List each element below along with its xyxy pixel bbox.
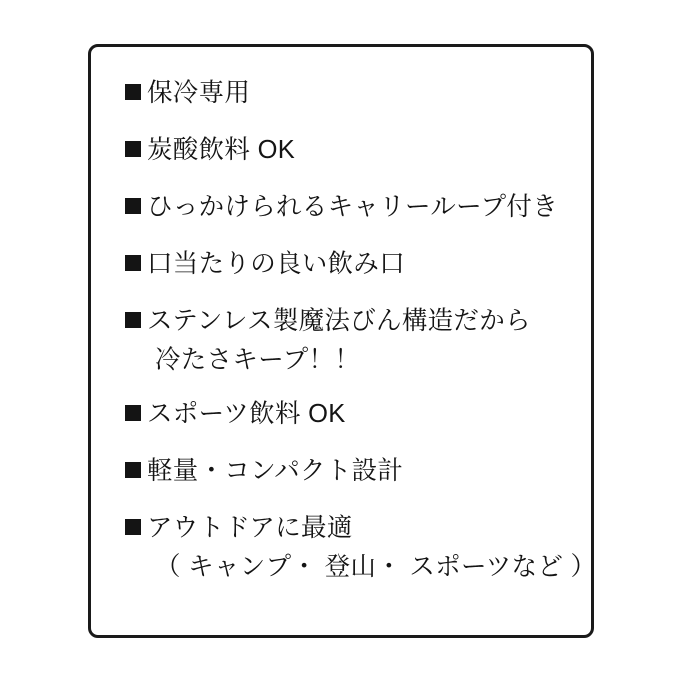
feature-text: ステンレス製魔法びん構造だから xyxy=(147,306,531,335)
list-item xyxy=(125,398,573,432)
feature-text: 炭酸飲料 OK xyxy=(147,135,296,164)
list-item xyxy=(125,455,573,489)
filled-square-bullet-icon xyxy=(125,462,141,478)
filled-square-bullet-icon xyxy=(125,255,141,271)
feature-text: アウトドアに最適 xyxy=(147,513,353,542)
list-item xyxy=(125,248,573,282)
feature-text: 保冷専用 xyxy=(147,79,251,107)
filled-square-bullet-icon xyxy=(125,405,141,421)
feature-list xyxy=(125,77,597,582)
list-item xyxy=(125,77,573,111)
filled-square-bullet-icon xyxy=(125,312,141,328)
list-item xyxy=(125,512,597,583)
feature-card xyxy=(88,44,597,638)
filled-square-bullet-icon xyxy=(125,198,141,214)
feature-text: スポーツ飲料 OK xyxy=(147,400,346,429)
list-item xyxy=(125,191,573,225)
feature-subline: 冷たさキープ！！ xyxy=(155,345,361,374)
filled-square-bullet-icon xyxy=(125,141,141,157)
list-item xyxy=(125,305,573,376)
filled-square-bullet-icon xyxy=(125,84,141,100)
list-item xyxy=(125,134,573,168)
feature-text: 軽量・コンパクト設計 xyxy=(147,457,404,486)
feature-subline: （ キャンプ・ 登山・ スポーツなど ） xyxy=(155,552,597,581)
filled-square-bullet-icon xyxy=(125,519,141,535)
feature-text: ひっかけられるキャリーループ付き xyxy=(147,192,559,221)
feature-text: 口当たりの良い飲み口 xyxy=(147,249,406,278)
